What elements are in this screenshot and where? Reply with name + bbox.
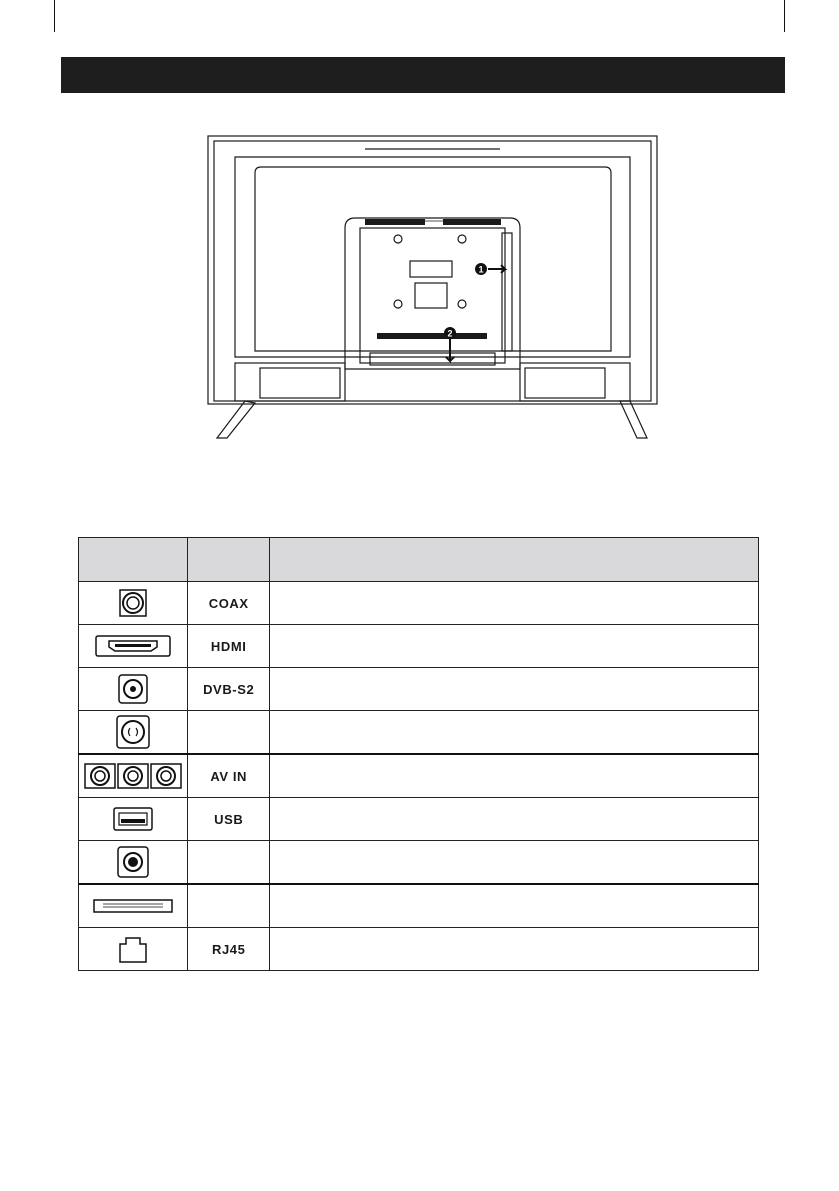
port-label: AV IN bbox=[188, 754, 270, 798]
port-label: USB bbox=[188, 798, 270, 841]
section-title-bar bbox=[61, 57, 785, 93]
port-label bbox=[188, 841, 270, 885]
tv-rear-view-diagram bbox=[205, 133, 660, 443]
callout-2-number: 2 bbox=[447, 328, 453, 339]
rf-antenna-connector-icon bbox=[79, 711, 188, 755]
crop-mark-right bbox=[784, 0, 785, 32]
port-description bbox=[270, 841, 759, 885]
header-cell-description bbox=[270, 538, 759, 582]
table-row bbox=[79, 754, 759, 798]
table-row bbox=[79, 668, 759, 711]
headphone-jack-icon bbox=[79, 841, 188, 885]
ci-slot-icon bbox=[79, 884, 188, 928]
table-row bbox=[79, 798, 759, 841]
port-label: RJ45 bbox=[188, 928, 270, 971]
port-description bbox=[270, 928, 759, 971]
callout-1-number: 1 bbox=[478, 264, 484, 275]
table-row bbox=[79, 928, 759, 971]
callout-2-arrow bbox=[446, 339, 454, 361]
usb-connector-icon bbox=[79, 798, 188, 841]
port-label bbox=[188, 884, 270, 928]
table-row bbox=[79, 625, 759, 668]
port-label: COAX bbox=[188, 582, 270, 625]
ports-table bbox=[78, 537, 759, 971]
port-description bbox=[270, 711, 759, 755]
hdmi-connector-icon bbox=[79, 625, 188, 668]
port-label: HDMI bbox=[188, 625, 270, 668]
header-cell-port bbox=[188, 538, 270, 582]
callout-1-arrow bbox=[488, 265, 505, 273]
rj45-connector-icon bbox=[79, 928, 188, 971]
port-label: DVB-S2 bbox=[188, 668, 270, 711]
port-label bbox=[188, 711, 270, 755]
table-row bbox=[79, 582, 759, 625]
crop-mark-left bbox=[54, 0, 55, 32]
table-row bbox=[79, 884, 759, 928]
table-header-row bbox=[79, 538, 759, 582]
table-row bbox=[79, 711, 759, 755]
port-description bbox=[270, 625, 759, 668]
table-row bbox=[79, 841, 759, 885]
header-cell-icon bbox=[79, 538, 188, 582]
coax-connector-icon bbox=[79, 582, 188, 625]
av-rca-connectors-icon bbox=[79, 754, 188, 798]
port-description bbox=[270, 884, 759, 928]
port-description bbox=[270, 798, 759, 841]
port-description bbox=[270, 668, 759, 711]
port-description bbox=[270, 754, 759, 798]
satellite-connector-icon bbox=[79, 668, 188, 711]
port-description bbox=[270, 582, 759, 625]
